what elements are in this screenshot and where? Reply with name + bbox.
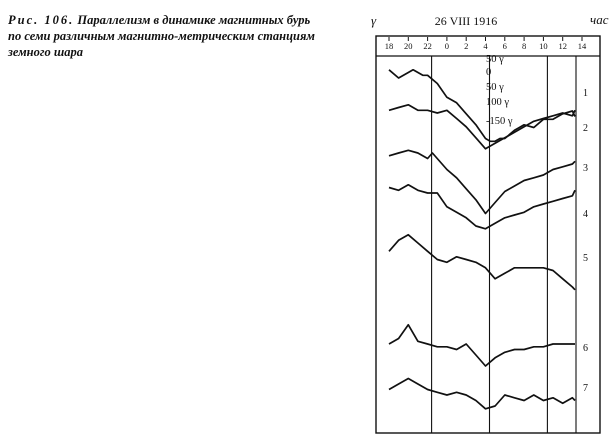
plot-border [376, 36, 600, 433]
x-tick-label: 8 [521, 41, 527, 51]
series-label-2: 2 [583, 123, 588, 134]
x-tick-label: 20 [404, 41, 413, 51]
y-unit-label: γ [371, 13, 377, 28]
scale-label: -150 γ [486, 116, 513, 127]
chart-frame [376, 36, 600, 433]
series-label-6: 6 [583, 343, 588, 354]
x-tick-label: 2 [464, 41, 469, 51]
chart-title: 26 VIII 1916 [434, 14, 498, 28]
x-tick-label: 10 [539, 41, 548, 51]
x-tick-label: 6 [502, 41, 507, 51]
x-tick-label: 18 [384, 41, 394, 51]
scale-labels [486, 54, 513, 127]
series-label-7: 7 [583, 383, 588, 394]
caption-text: Параллелизм в динамике магнитных бурь по семи различным магнитно-метрическим станциям земного шара [8, 13, 315, 59]
x-tick-label: 12 [558, 41, 567, 51]
series-label-4: 4 [583, 209, 588, 220]
scale-label: 0 [486, 67, 492, 78]
x-tick-label: 4 [483, 41, 488, 51]
x-axis-ticks [385, 37, 587, 51]
series-label-3: 3 [583, 163, 588, 174]
x-tick-label: 0 [444, 41, 450, 51]
scale-label: 100 γ [486, 97, 510, 108]
scale-label: 50 γ [486, 82, 504, 93]
x-tick-label: 22 [423, 41, 432, 51]
caption-label: Рис. 106. [8, 13, 75, 27]
x-unit-label: час [590, 12, 609, 27]
scale-label: 50 γ [486, 54, 504, 65]
series-label-5: 5 [583, 253, 588, 264]
series-label-1: 1 [583, 88, 588, 99]
x-tick-label: 14 [577, 41, 587, 51]
